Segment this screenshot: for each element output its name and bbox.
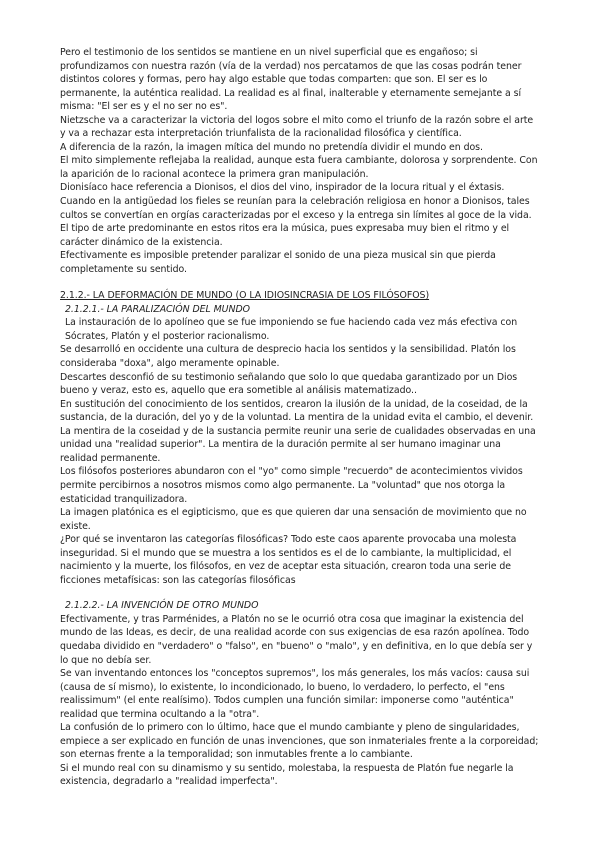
document-page [60,46,540,789]
paragraph: La confusión de lo primero con lo último, hace que el mundo cambiante y pleno de singularidades, empiece a ser explicado en función de unas invenciones, que son inmateriales frente a la corporeidad; son eternas frente a la temporalidad; son inmutables frente a lo cambiante. [60,722,539,761]
paragraph: Se desarrolló en occidente una cultura de desprecio hacia los sentidos y la sensibilidad. Platón los consideraba "doxa", algo meramente opinable. [60,344,516,370]
paragraph: Los filósofos posteriores abundaron con el "yo" como simple "recuerdo" de acontecimientos vividos permite percibirnos a nosotros mismos como algo permanente. La "voluntad" que nos otorga la estaticidad tranquilizadora. [60,466,523,505]
paragraph: En sustitución del conocimiento de los sentidos, crearon la ilusión de la unidad, de la coseidad, de la sustancia, de la duración, del yo y de la voluntad. La mentira de la unidad evita el cambio, el devenir. La mentira de la coseidad y de la sustancia permite reunir una serie de cualidades observadas en una unidad una "realidad superior". La mentira de la duración permite al ser humano imaginar una realidad permanente. [60,398,536,464]
paragraph: Se van inventando entonces los "conceptos supremos", los más generales, los más vacíos: causa sui (causa de sí mismo), lo existente, lo incondicionado, lo bueno, lo verdadero, lo perfecto, el "ens realissimum" (el ente realísimo). Todos cumplen una función similar: imponerse como "auténtica" realidad que termina ocultando a la "otra". [60,668,530,720]
section-intro [60,46,540,276]
paragraph: El mito simplemente reflejaba la realidad, aunque esta fuera cambiante, dolorosa y sorprendente. Con la aparición de lo racional acontece la primera gran manipulación. [60,155,538,180]
paragraph: La imagen platónica es el egipticismo, que es que quieren dar una sensación de movimiento que no existe. [60,507,527,532]
subsection-invencion [60,599,540,789]
paragraph: ¿Por qué se inventaron las categorías filosóficas? Todo este caos aparente provocaba una molesta inseguridad. Si el mundo que se muestra a los sentidos es el de lo cambiante, la multiplicidad, el nacimiento y la muerte, los filósofos, en vez de aceptar esta situación, crearon toda una serie de ficciones metafísicas: son las categorías filosóficas [60,534,517,586]
paragraph: Si el mundo real con su dinamismo y su sentido, molestaba, la respuesta de Platón fue negarle la existencia, degradarlo a "realidad imperfecta". [60,762,514,788]
subsection-title: 2.1.2.1.- LA PARALIZACIÓN DEL MUNDO [65,303,250,315]
paragraph: Efectivamente, y tras Parménides, a Platón no se le ocurrió otra cosa que imaginar la existencia del mundo de las Ideas, es decir, de una realidad acorde con sus exigencias de esa razón apolínea. Todo quedaba dividido en "verdadero" o "falso", en "bueno" o "malo", y en definitiva, en lo que debía ser y lo que no debía ser. [60,613,533,666]
subsection-title: 2.1.2.2.- LA INVENCIÓN DE OTRO MUNDO [65,600,259,612]
paragraph: A diferencia de la razón, la imagen mítica del mundo no pretendía dividir el mundo en dos. [60,141,483,153]
paragraph: La instauración de lo apolíneo que se fue imponiendo se fue haciendo cada vez más efectiva con Sócrates, Platón y el posterior racionalismo. [65,317,518,342]
section-heading: 2.1.2.- LA DEFORMACIÓN DE MUNDO (O LA IDIOSINCRASIA DE LOS FILÓSOFOS) [60,290,430,302]
paragraph: Dionisíaco hace referencia a Dionisos, el dios del vino, inspirador de la locura ritual y el éxtasis. Cuando en la antigüedad los fieles se reunían para la celebración religiosa en honor a Dionisos, tales cultos se convertían en orgías caracterizadas por el exceso y la entrega sin límites al goce de la vida. El tipo de arte predominante en estos ritos era la música, pues expresaba muy bien el ritmo y el carácter dinámico de la existencia. [60,182,532,248]
paragraph: Efectivamente es imposible pretender paralizar el sonido de una pieza musical sin que pierda completamente su sentido. [60,250,496,275]
subsection-paralizacion [60,303,540,587]
paragraph: Nietzsche va a caracterizar la victoria del logos sobre el mito como el triunfo de la razón sobre el arte y va a rechazar esta interpretación triunfalista de la racionalidad filosófica y científica. [60,114,534,140]
paragraph: Descartes desconfió de su testimonio señalando que solo lo que quedaba garantizado por un Dios bueno y veraz, esto es, aquello que era sometible al análisis matematizado.. [60,371,518,397]
paragraph: Pero el testimonio de los sentidos se mantiene en un nivel superficial que es engañoso; si profundizamos con nuestra razón (vía de la verdad) nos percatamos de que las cosas podrán tener distintos colores y formas, pero hay algo estable que todas comparten: que son. El ser es lo permanente, la auténtica realidad. La realidad es al final, inalterable y eternamente semejante a sí misma: "El ser es y el no ser no es". [60,47,522,113]
